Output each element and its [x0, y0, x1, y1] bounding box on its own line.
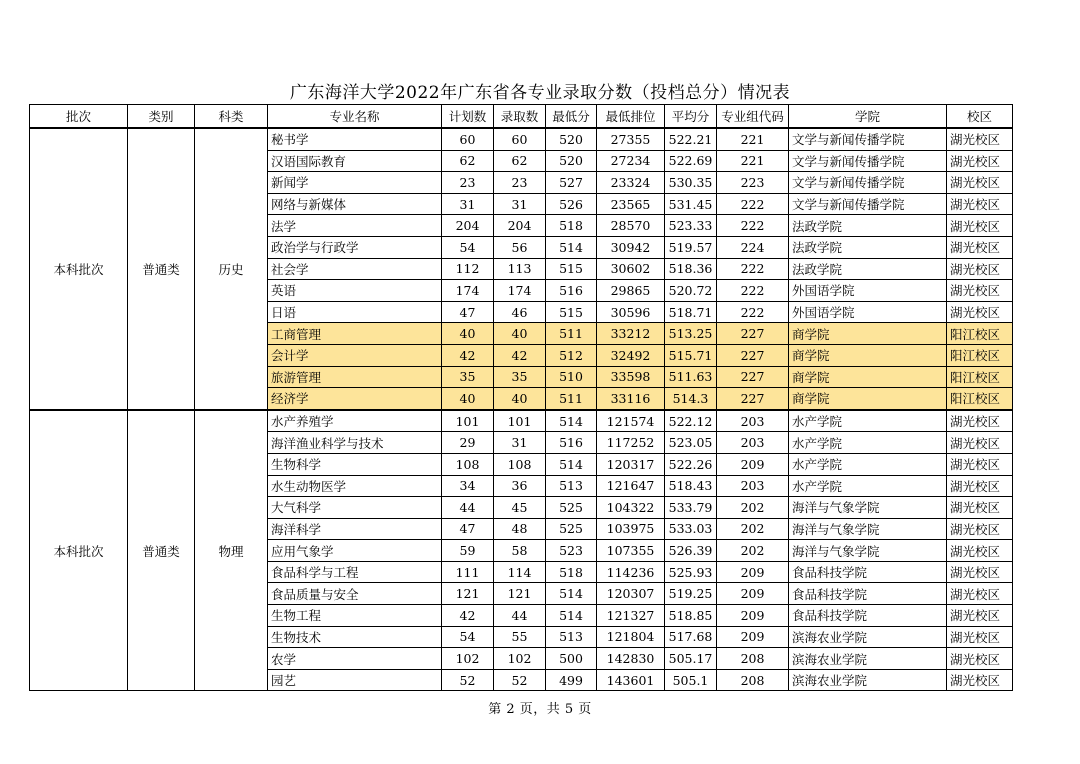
- cell-college: 水产学院: [789, 410, 947, 432]
- cell-admitted: 121: [494, 583, 546, 605]
- cell-admitted: 58: [494, 540, 546, 562]
- cell-admitted: 113: [494, 258, 546, 280]
- cell-group-code: 209: [717, 583, 789, 605]
- cell-avg-score: 522.21: [665, 128, 717, 150]
- cell-major: 生物技术: [268, 626, 442, 648]
- cell-campus: 阳江校区: [947, 366, 1013, 388]
- cell-plan: 29: [442, 432, 494, 454]
- cell-min-score: 518: [546, 561, 597, 583]
- cell-campus: 湖光校区: [947, 605, 1013, 627]
- cell-major: 生物工程: [268, 605, 442, 627]
- cell-group-code: 209: [717, 561, 789, 583]
- cell-avg-score: 518.85: [665, 605, 717, 627]
- cell-avg-score: 530.35: [665, 172, 717, 194]
- cell-plan: 112: [442, 258, 494, 280]
- table-row: [30, 410, 1013, 432]
- cell-campus: 湖光校区: [947, 518, 1013, 540]
- cell-min-rank: 104322: [597, 497, 665, 519]
- cell-min-rank: 143601: [597, 669, 665, 691]
- cell-group-code: 223: [717, 172, 789, 194]
- cell-plan: 102: [442, 648, 494, 670]
- cell-admitted: 60: [494, 128, 546, 150]
- cell-college: 外国语学院: [789, 301, 947, 323]
- cell-campus: 湖光校区: [947, 453, 1013, 475]
- cell-type: 普通类: [128, 128, 195, 410]
- cell-batch: 本科批次: [30, 128, 128, 410]
- cell-avg-score: 518.71: [665, 301, 717, 323]
- cell-min-rank: 121647: [597, 475, 665, 497]
- cell-min-score: 510: [546, 366, 597, 388]
- cell-admitted: 31: [494, 432, 546, 454]
- cell-major: 会计学: [268, 344, 442, 366]
- cell-college: 滨海农业学院: [789, 648, 947, 670]
- cell-min-rank: 32492: [597, 344, 665, 366]
- cell-campus: 湖光校区: [947, 236, 1013, 258]
- cell-batch: 本科批次: [30, 410, 128, 691]
- cell-campus: 阳江校区: [947, 388, 1013, 410]
- cell-college: 海洋与气象学院: [789, 540, 947, 562]
- cell-major: 大气科学: [268, 497, 442, 519]
- cell-college: 海洋与气象学院: [789, 497, 947, 519]
- cell-major: 生物科学: [268, 453, 442, 475]
- cell-campus: 湖光校区: [947, 475, 1013, 497]
- cell-avg-score: 523.33: [665, 215, 717, 237]
- cell-major: 英语: [268, 280, 442, 302]
- cell-group-code: 222: [717, 258, 789, 280]
- header-campus: 校区: [947, 105, 1013, 129]
- header-batch: 批次: [30, 105, 128, 129]
- cell-group-code: 227: [717, 388, 789, 410]
- cell-college: 水产学院: [789, 453, 947, 475]
- cell-major: 应用气象学: [268, 540, 442, 562]
- cell-admitted: 42: [494, 344, 546, 366]
- cell-min-score: 500: [546, 648, 597, 670]
- cell-admitted: 114: [494, 561, 546, 583]
- cell-min-rank: 107355: [597, 540, 665, 562]
- cell-min-rank: 117252: [597, 432, 665, 454]
- cell-plan: 42: [442, 344, 494, 366]
- cell-avg-score: 533.03: [665, 518, 717, 540]
- cell-plan: 62: [442, 150, 494, 172]
- cell-min-rank: 120317: [597, 453, 665, 475]
- header-admitted: 录取数: [494, 105, 546, 129]
- cell-major: 法学: [268, 215, 442, 237]
- cell-min-rank: 29865: [597, 280, 665, 302]
- cell-min-rank: 28570: [597, 215, 665, 237]
- cell-subject: 物理: [195, 410, 268, 691]
- cell-avg-score: 514.3: [665, 388, 717, 410]
- cell-avg-score: 520.72: [665, 280, 717, 302]
- cell-major: 新闻学: [268, 172, 442, 194]
- cell-campus: 湖光校区: [947, 583, 1013, 605]
- cell-min-rank: 33212: [597, 323, 665, 345]
- cell-college: 文学与新闻传播学院: [789, 193, 947, 215]
- cell-college: 文学与新闻传播学院: [789, 172, 947, 194]
- cell-plan: 111: [442, 561, 494, 583]
- group-physics: [30, 410, 1013, 691]
- cell-college: 水产学院: [789, 475, 947, 497]
- cell-plan: 174: [442, 280, 494, 302]
- cell-group-code: 221: [717, 150, 789, 172]
- cell-admitted: 48: [494, 518, 546, 540]
- header-avg-score: 平均分: [665, 105, 717, 129]
- cell-min-score: 520: [546, 128, 597, 150]
- page-footer: 第 2 页，共 5 页: [488, 702, 592, 717]
- cell-campus: 阳江校区: [947, 323, 1013, 345]
- cell-plan: 40: [442, 388, 494, 410]
- cell-campus: 湖光校区: [947, 193, 1013, 215]
- cell-campus: 阳江校区: [947, 344, 1013, 366]
- cell-group-code: 203: [717, 475, 789, 497]
- cell-group-code: 208: [717, 669, 789, 691]
- cell-group-code: 203: [717, 410, 789, 432]
- cell-admitted: 56: [494, 236, 546, 258]
- cell-plan: 34: [442, 475, 494, 497]
- cell-avg-score: 518.43: [665, 475, 717, 497]
- cell-avg-score: 513.25: [665, 323, 717, 345]
- cell-campus: 湖光校区: [947, 648, 1013, 670]
- cell-admitted: 204: [494, 215, 546, 237]
- cell-college: 文学与新闻传播学院: [789, 150, 947, 172]
- cell-admitted: 40: [494, 388, 546, 410]
- cell-major: 水生动物医学: [268, 475, 442, 497]
- cell-min-score: 511: [546, 388, 597, 410]
- header-min-score: 最低分: [546, 105, 597, 129]
- cell-min-rank: 121804: [597, 626, 665, 648]
- cell-campus: 湖光校区: [947, 626, 1013, 648]
- cell-min-score: 514: [546, 605, 597, 627]
- cell-college: 文学与新闻传播学院: [789, 128, 947, 150]
- cell-admitted: 101: [494, 410, 546, 432]
- cell-college: 滨海农业学院: [789, 669, 947, 691]
- cell-avg-score: 511.63: [665, 366, 717, 388]
- cell-admitted: 36: [494, 475, 546, 497]
- cell-admitted: 52: [494, 669, 546, 691]
- cell-college: 食品科技学院: [789, 583, 947, 605]
- cell-college: 食品科技学院: [789, 561, 947, 583]
- cell-avg-score: 533.79: [665, 497, 717, 519]
- cell-campus: 湖光校区: [947, 128, 1013, 150]
- cell-avg-score: 519.57: [665, 236, 717, 258]
- header-college: 学院: [789, 105, 947, 129]
- cell-min-score: 513: [546, 475, 597, 497]
- cell-avg-score: 531.45: [665, 193, 717, 215]
- cell-min-score: 515: [546, 301, 597, 323]
- cell-group-code: 222: [717, 215, 789, 237]
- cell-min-score: 514: [546, 410, 597, 432]
- group-history: [30, 128, 1013, 410]
- cell-min-rank: 30602: [597, 258, 665, 280]
- cell-avg-score: 505.1: [665, 669, 717, 691]
- cell-college: 商学院: [789, 344, 947, 366]
- cell-plan: 59: [442, 540, 494, 562]
- cell-group-code: 222: [717, 193, 789, 215]
- cell-min-score: 514: [546, 453, 597, 475]
- cell-min-score: 525: [546, 497, 597, 519]
- cell-subject: 历史: [195, 128, 268, 410]
- cell-avg-score: 518.36: [665, 258, 717, 280]
- cell-admitted: 35: [494, 366, 546, 388]
- header-major: 专业名称: [268, 105, 442, 129]
- cell-major: 秘书学: [268, 128, 442, 150]
- cell-college: 水产学院: [789, 432, 947, 454]
- cell-admitted: 23: [494, 172, 546, 194]
- cell-plan: 204: [442, 215, 494, 237]
- cell-admitted: 40: [494, 323, 546, 345]
- cell-min-score: 525: [546, 518, 597, 540]
- cell-plan: 23: [442, 172, 494, 194]
- cell-min-score: 515: [546, 258, 597, 280]
- cell-min-score: 513: [546, 626, 597, 648]
- cell-group-code: 221: [717, 128, 789, 150]
- cell-avg-score: 522.12: [665, 410, 717, 432]
- cell-plan: 54: [442, 236, 494, 258]
- cell-group-code: 227: [717, 366, 789, 388]
- cell-campus: 湖光校区: [947, 669, 1013, 691]
- cell-avg-score: 523.05: [665, 432, 717, 454]
- cell-min-score: 514: [546, 583, 597, 605]
- cell-min-score: 518: [546, 215, 597, 237]
- cell-group-code: 202: [717, 540, 789, 562]
- cell-campus: 湖光校区: [947, 280, 1013, 302]
- cell-group-code: 227: [717, 323, 789, 345]
- cell-min-rank: 30942: [597, 236, 665, 258]
- cell-admitted: 45: [494, 497, 546, 519]
- cell-min-rank: 23324: [597, 172, 665, 194]
- cell-college: 法政学院: [789, 215, 947, 237]
- cell-min-score: 516: [546, 280, 597, 302]
- cell-major: 水产养殖学: [268, 410, 442, 432]
- cell-min-score: 527: [546, 172, 597, 194]
- cell-min-rank: 23565: [597, 193, 665, 215]
- cell-group-code: 209: [717, 626, 789, 648]
- cell-plan: 47: [442, 301, 494, 323]
- cell-college: 外国语学院: [789, 280, 947, 302]
- cell-avg-score: 522.69: [665, 150, 717, 172]
- cell-avg-score: 526.39: [665, 540, 717, 562]
- cell-plan: 108: [442, 453, 494, 475]
- cell-avg-score: 519.25: [665, 583, 717, 605]
- cell-college: 法政学院: [789, 236, 947, 258]
- cell-college: 商学院: [789, 323, 947, 345]
- cell-admitted: 46: [494, 301, 546, 323]
- cell-avg-score: 515.71: [665, 344, 717, 366]
- cell-group-code: 227: [717, 344, 789, 366]
- cell-type: 普通类: [128, 410, 195, 691]
- cell-min-score: 520: [546, 150, 597, 172]
- cell-major: 工商管理: [268, 323, 442, 345]
- cell-major: 政治学与行政学: [268, 236, 442, 258]
- cell-avg-score: 525.93: [665, 561, 717, 583]
- cell-min-score: 512: [546, 344, 597, 366]
- cell-major: 网络与新媒体: [268, 193, 442, 215]
- cell-min-rank: 33598: [597, 366, 665, 388]
- header-min-rank: 最低排位: [597, 105, 665, 129]
- header-subject: 科类: [195, 105, 268, 129]
- cell-avg-score: 517.68: [665, 626, 717, 648]
- page-title: 广东海洋大学2022年广东省各专业录取分数（投档总分）情况表: [289, 83, 791, 103]
- cell-min-rank: 121574: [597, 410, 665, 432]
- cell-min-rank: 120307: [597, 583, 665, 605]
- cell-admitted: 102: [494, 648, 546, 670]
- cell-min-score: 514: [546, 236, 597, 258]
- cell-major: 汉语国际教育: [268, 150, 442, 172]
- table-row: [30, 128, 1013, 150]
- cell-campus: 湖光校区: [947, 172, 1013, 194]
- cell-min-rank: 121327: [597, 605, 665, 627]
- cell-plan: 121: [442, 583, 494, 605]
- cell-group-code: 208: [717, 648, 789, 670]
- cell-plan: 35: [442, 366, 494, 388]
- cell-plan: 60: [442, 128, 494, 150]
- cell-major: 食品质量与安全: [268, 583, 442, 605]
- cell-group-code: 209: [717, 453, 789, 475]
- cell-admitted: 108: [494, 453, 546, 475]
- cell-admitted: 31: [494, 193, 546, 215]
- cell-min-rank: 30596: [597, 301, 665, 323]
- cell-min-rank: 103975: [597, 518, 665, 540]
- cell-avg-score: 522.26: [665, 453, 717, 475]
- cell-admitted: 174: [494, 280, 546, 302]
- cell-min-rank: 33116: [597, 388, 665, 410]
- cell-major: 旅游管理: [268, 366, 442, 388]
- cell-group-code: 203: [717, 432, 789, 454]
- cell-major: 海洋渔业科学与技术: [268, 432, 442, 454]
- cell-min-score: 511: [546, 323, 597, 345]
- cell-campus: 湖光校区: [947, 410, 1013, 432]
- cell-admitted: 44: [494, 605, 546, 627]
- cell-admitted: 62: [494, 150, 546, 172]
- cell-avg-score: 505.17: [665, 648, 717, 670]
- cell-min-rank: 142830: [597, 648, 665, 670]
- cell-major: 日语: [268, 301, 442, 323]
- cell-college: 食品科技学院: [789, 605, 947, 627]
- cell-plan: 47: [442, 518, 494, 540]
- cell-plan: 101: [442, 410, 494, 432]
- cell-plan: 42: [442, 605, 494, 627]
- cell-campus: 湖光校区: [947, 432, 1013, 454]
- cell-campus: 湖光校区: [947, 150, 1013, 172]
- cell-min-rank: 27234: [597, 150, 665, 172]
- header-plan: 计划数: [442, 105, 494, 129]
- cell-major: 农学: [268, 648, 442, 670]
- admission-table: [29, 104, 1013, 691]
- cell-campus: 湖光校区: [947, 497, 1013, 519]
- cell-min-score: 516: [546, 432, 597, 454]
- header-type: 类别: [128, 105, 195, 129]
- header-row: [30, 105, 1013, 129]
- cell-plan: 52: [442, 669, 494, 691]
- cell-major: 社会学: [268, 258, 442, 280]
- cell-admitted: 55: [494, 626, 546, 648]
- cell-group-code: 224: [717, 236, 789, 258]
- cell-major: 经济学: [268, 388, 442, 410]
- cell-college: 海洋与气象学院: [789, 518, 947, 540]
- cell-major: 食品科学与工程: [268, 561, 442, 583]
- cell-group-code: 209: [717, 605, 789, 627]
- cell-group-code: 222: [717, 280, 789, 302]
- cell-campus: 湖光校区: [947, 561, 1013, 583]
- cell-campus: 湖光校区: [947, 258, 1013, 280]
- cell-college: 法政学院: [789, 258, 947, 280]
- cell-min-score: 499: [546, 669, 597, 691]
- cell-plan: 40: [442, 323, 494, 345]
- header-group-code: 专业组代码: [717, 105, 789, 129]
- cell-min-rank: 27355: [597, 128, 665, 150]
- cell-group-code: 222: [717, 301, 789, 323]
- cell-group-code: 202: [717, 497, 789, 519]
- cell-campus: 湖光校区: [947, 540, 1013, 562]
- cell-group-code: 202: [717, 518, 789, 540]
- cell-campus: 湖光校区: [947, 301, 1013, 323]
- cell-plan: 54: [442, 626, 494, 648]
- cell-plan: 31: [442, 193, 494, 215]
- cell-campus: 湖光校区: [947, 215, 1013, 237]
- cell-min-rank: 114236: [597, 561, 665, 583]
- cell-major: 园艺: [268, 669, 442, 691]
- cell-college: 滨海农业学院: [789, 626, 947, 648]
- cell-min-score: 526: [546, 193, 597, 215]
- cell-min-score: 523: [546, 540, 597, 562]
- cell-plan: 44: [442, 497, 494, 519]
- cell-college: 商学院: [789, 366, 947, 388]
- cell-college: 商学院: [789, 388, 947, 410]
- cell-major: 海洋科学: [268, 518, 442, 540]
